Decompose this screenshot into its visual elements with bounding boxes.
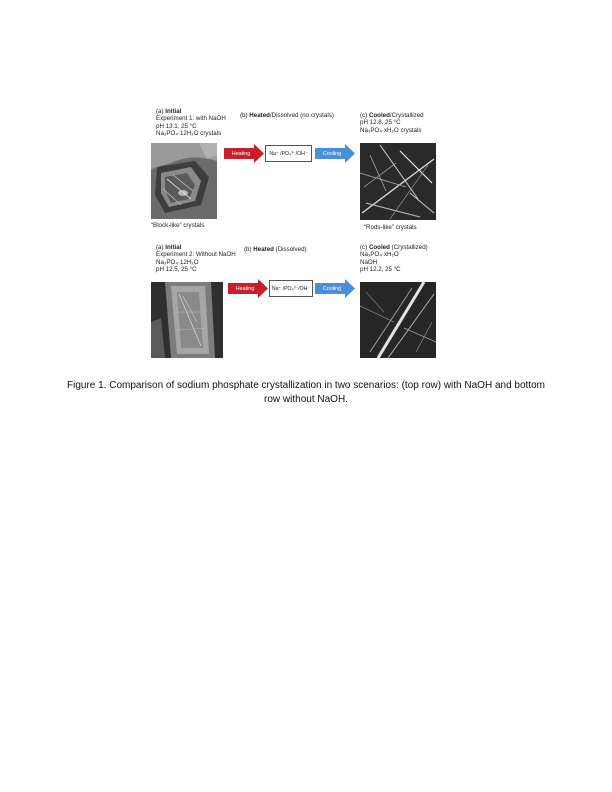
row2-cooling-label: Cooling [322,285,342,292]
row1-right-caption: “Rods-like” crystals [364,224,417,231]
row2-cooled-label: (c) Cooled (Crystallized) Na₃PO₄·xH₂O NaOH pH 12.2, 25 °C [360,244,428,274]
figure-1 [148,108,464,360]
row1-initial-label: (a) Initial Experiment 1: with NaOH pH 13.1, 25 °C Na₃PO₄·12H₂O crystals [156,108,226,138]
row2-heated-label: (b) Heated (Dissolved) [244,246,307,253]
row2-initial-label: (a) Initial Experiment 2: Without NaOH Na₃PO₄·12H₂O pH 12.5, 25 °C [156,244,236,274]
row1-left-caption: “Block-like” crystals [151,222,205,229]
row2-cooled-photo [360,282,436,358]
row1-heating-arrow [224,144,264,163]
row2-heating-label: Heating [235,285,255,292]
row1-initial-photo [151,143,217,219]
row2-initial-photo [151,282,223,358]
row2-cooling-arrow [315,279,355,298]
row1-heating-label: Heating [231,150,251,157]
row1-cooled-label: (c) Cooled/Crystallized pH 12.8, 25 °C Na₃PO₄·xH₂O crystals [360,112,424,134]
figure-caption: Figure 1. Comparison of sodium phosphate crystallization in two scenarios: (top row) with NaOH and bottom row without NaOH. [67,380,545,405]
row1-heated-label: (b) Heated/Dissolved (no crystals) [240,112,334,119]
row2-heating-arrow [228,279,268,298]
row1-cooled-photo [360,143,436,220]
row2-ion-box: Na⁺ /PO₄³⁻/OH⁻ [269,280,313,297]
row1-cooling-label: Cooling [322,150,342,157]
row1-ion-box: Na⁺ /PO₄³⁻/OH⁻ [265,145,312,162]
row1-cooling-arrow [315,144,355,163]
